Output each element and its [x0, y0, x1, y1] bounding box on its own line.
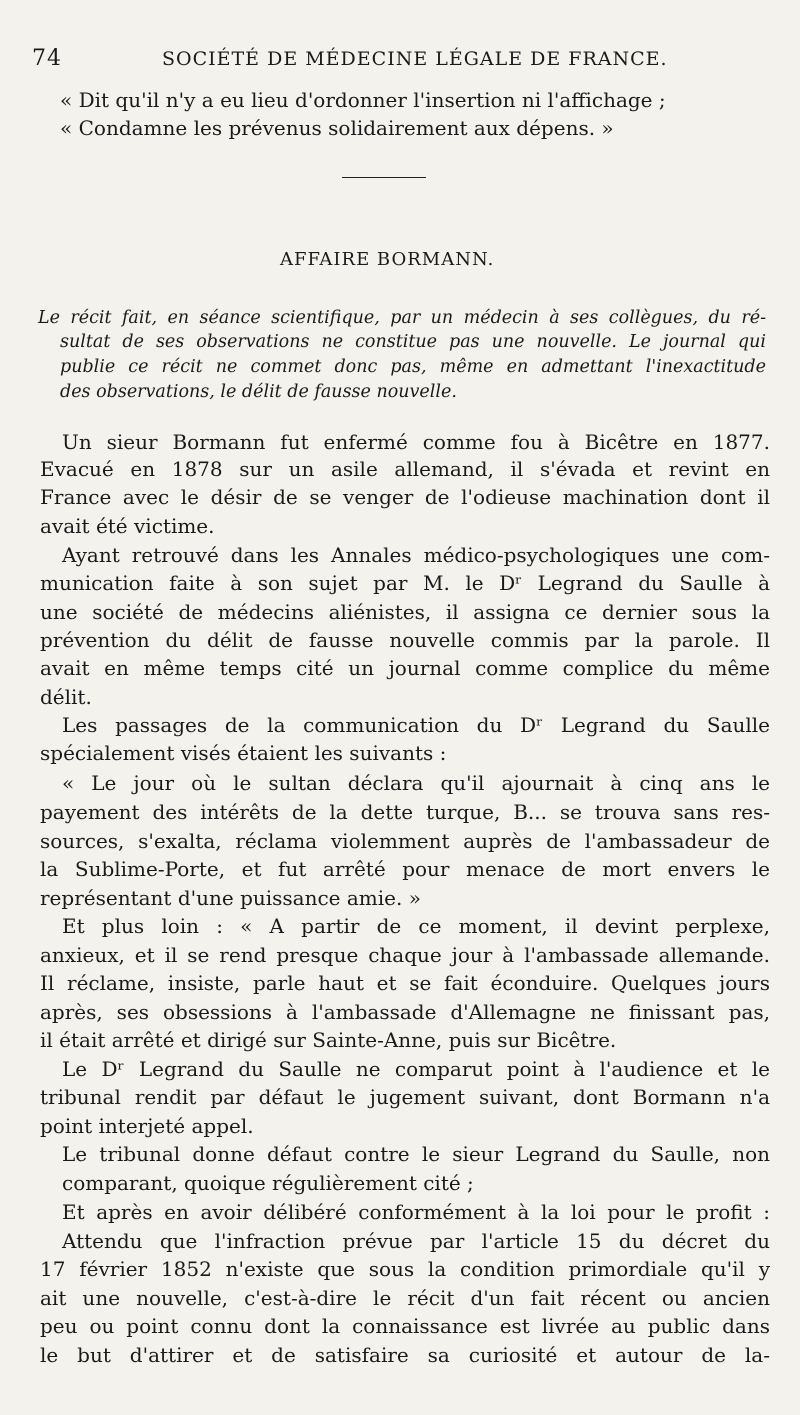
- body-line: Un sieur Bormann fut enfermé comme fou à Bicêtre en 1877.: [62, 430, 770, 454]
- summary-line: publie ce récit ne commet donc pas, même en admettant l'inexactitude: [60, 357, 766, 377]
- body-line: prévention du délit de fausse nouvelle commis par la parole. Il: [40, 628, 770, 652]
- body-line: spécialement visés étaient les suivants :: [40, 741, 447, 765]
- body-line: sources, s'exalta, réclama violemment auprès de l'ambassadeur de: [40, 829, 770, 853]
- body-line: Et plus loin : « A partir de ce moment, il devint perplexe,: [62, 914, 770, 938]
- body-line: peu ou point connu dont la connaissance est livrée au public dans: [40, 1314, 770, 1338]
- body-line: anxieux, et il se rend presque chaque jour à l'ambassade allemande.: [40, 943, 770, 967]
- body-line: payement des intérêts de la dette turque, B... se trouva sans res-: [40, 800, 770, 824]
- body-line: après, ses obsessions à l'ambassade d'Allemagne ne finissant pas,: [40, 1000, 770, 1024]
- section-title: AFFAIRE BORMANN.: [280, 249, 495, 270]
- quote-line: « Dit qu'il n'y a eu lieu d'ordonner l'insertion ni l'affichage ;: [60, 88, 666, 112]
- running-title: SOCIÉTÉ DE MÉDECINE LÉGALE DE FRANCE.: [162, 48, 668, 70]
- body-line: délit.: [40, 685, 92, 709]
- body-line: munication faite à son sujet par M. le Dʳ Legrand du Saulle à: [40, 571, 770, 595]
- body-line: Evacué en 1878 sur un asile allemand, il s'évada et revint en: [40, 457, 770, 481]
- body-line: 17 février 1852 n'existe que sous la condition primordiale qu'il y: [40, 1257, 770, 1281]
- summary-line: Le récit fait, en séance scientifique, par un médecin à ses collègues, du ré-: [38, 308, 766, 328]
- summary-line: sultat de ses observations ne constitue pas une nouvelle. Le journal qui: [60, 332, 766, 352]
- section-divider: [342, 177, 426, 178]
- body-line: Ayant retrouvé dans les Annales médico-psychologiques une com-: [62, 543, 770, 567]
- body-line: comparant, quoique régulièrement cité ;: [62, 1171, 474, 1195]
- body-line: avait en même temps cité un journal comme complice du même: [40, 656, 770, 680]
- body-line: la Sublime-Porte, et fut arrêté pour menace de mort envers le: [40, 857, 770, 881]
- body-line: une société de médecins aliénistes, il assigna ce dernier sous la: [40, 600, 770, 624]
- body-line: Et après en avoir délibéré conformément à la loi pour le profit :: [62, 1200, 770, 1224]
- summary-line: des observations, le délit de fausse nouvelle.: [60, 382, 457, 402]
- body-line: ait une nouvelle, c'est-à-dire le récit d'un fait récent ou ancien: [40, 1286, 770, 1310]
- body-line: Il réclame, insiste, parle haut et se fait éconduire. Quelques jours: [40, 971, 770, 995]
- page-header: [30, 46, 770, 76]
- quote-line: « Condamne les prévenus solidairement aux dépens. »: [60, 116, 614, 140]
- body-line: Le Dʳ Legrand du Saulle ne comparut point à l'audience et le: [62, 1057, 770, 1081]
- page-number: 74: [32, 46, 62, 71]
- body-line: le but d'attirer et de satisfaire sa curiosité et autour de la-: [40, 1343, 770, 1367]
- body-line: Les passages de la communication du Dʳ Legrand du Saulle: [62, 713, 770, 737]
- body-line: avait été victime.: [40, 514, 215, 538]
- body-line: représentant d'une puissance amie. »: [40, 886, 421, 910]
- body-line: il était arrêté et dirigé sur Sainte-Anne, puis sur Bicêtre.: [40, 1028, 617, 1052]
- body-line: point interjeté appel.: [40, 1114, 254, 1138]
- body-line: « Le jour où le sultan déclara qu'il ajournait à cinq ans le: [62, 771, 770, 795]
- body-line: tribunal rendit par défaut le jugement suivant, dont Bormann n'a: [40, 1085, 770, 1109]
- body-line: Le tribunal donne défaut contre le sieur Legrand du Saulle, non: [62, 1142, 770, 1166]
- body-line: Attendu que l'infraction prévue par l'article 15 du décret du: [62, 1229, 770, 1253]
- body-line: France avec le désir de se venger de l'odieuse machination dont il: [40, 485, 770, 509]
